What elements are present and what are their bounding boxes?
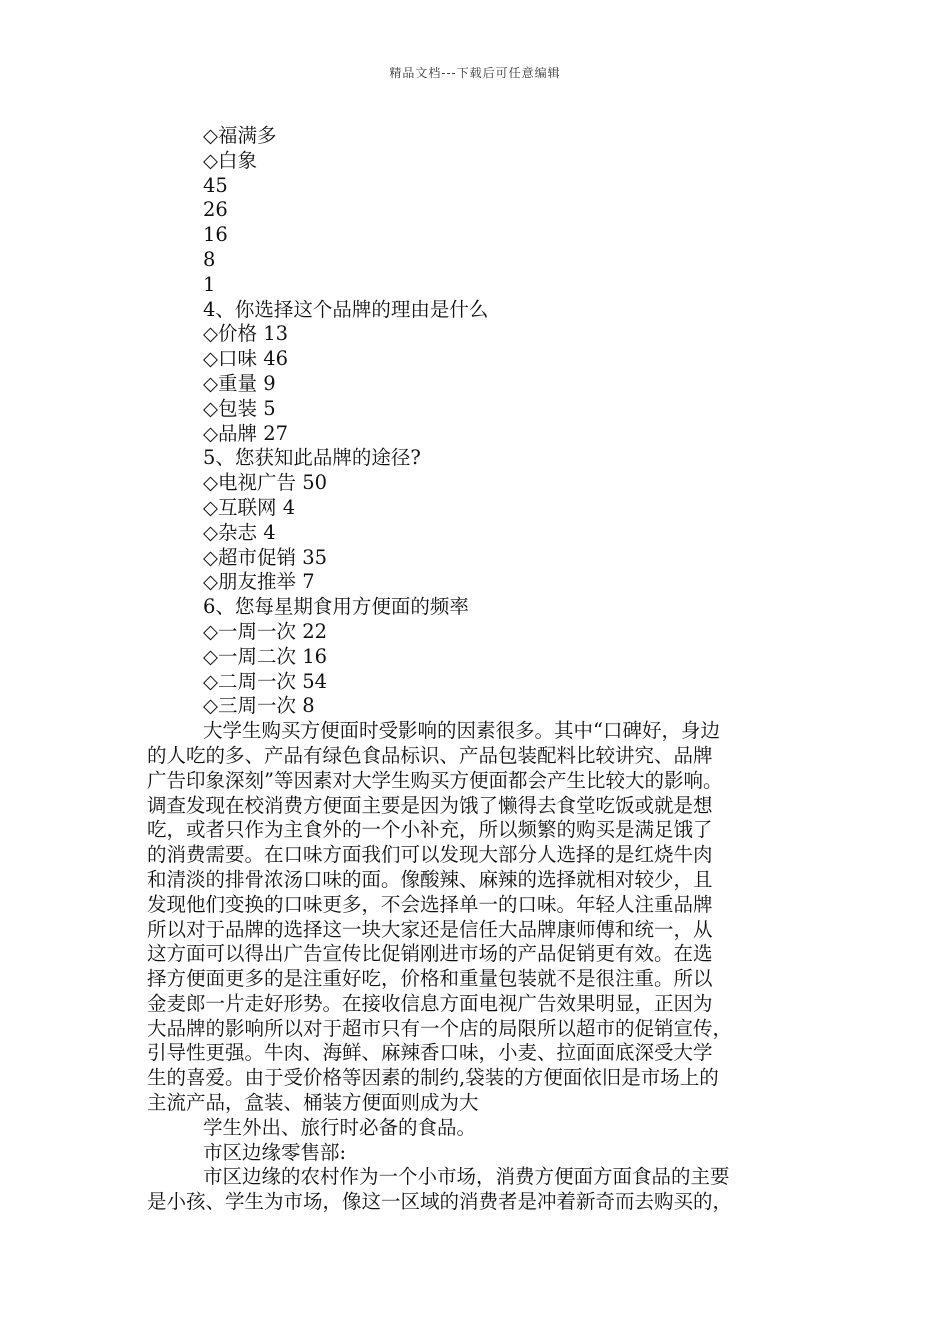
- paragraph-line: 大品牌的影响所以对于超市只有一个店的局限所以超市的促销宣传，: [147, 1016, 733, 1040]
- list-line: ◇二周一次 54: [203, 669, 328, 693]
- section-heading: 市区边缘零售部:: [203, 1140, 347, 1164]
- paragraph-line: 这方面可以得出广告宣传比促销刚进市场的产品促销更有效。在选: [147, 942, 713, 966]
- list-line: ◇杂志 4: [203, 520, 276, 544]
- list-line: ◇互联网 4: [203, 495, 296, 519]
- list-line: ◇包装 5: [203, 396, 276, 420]
- paragraph-line: 发现他们变换的口味更多，不会选择单一的口味。年轻人注重品牌: [147, 892, 713, 916]
- list-line: ◇电视广告 50: [203, 471, 328, 495]
- survey-list: [147, 124, 827, 719]
- list-line: ◇三周一次 8: [203, 694, 315, 718]
- list-line: ◇一周一次 22: [203, 619, 328, 643]
- paragraph-line: 吃，或者只作为主食外的一个小补充，所以频繁的购买是满足饿了: [147, 818, 713, 842]
- list-line: 16: [203, 223, 228, 247]
- paragraph-line: 所以对于品牌的选择这一块大家还是信任大品牌康师傅和统一，从: [147, 917, 713, 941]
- paragraph-line: 是小孩、学生为市场，像这一区域的消费者是冲着新奇而去购买的，: [147, 1190, 733, 1214]
- paragraph-line: 广告印象深刻”等因素对大学生购买方便面都会产生比较大的影响。: [147, 768, 723, 792]
- continuation-line: 学生外出、旅行时必备的食品。: [203, 1115, 477, 1139]
- list-line: ◇朋友推举 7: [203, 570, 315, 594]
- list-line: ◇白象: [203, 148, 257, 172]
- list-line: ◇品牌 27: [203, 421, 289, 445]
- paragraph-line: 的人吃的多、产品有绿色食品标识、产品包装配料比较讲究、品牌: [147, 743, 713, 767]
- page-header: 精品文档---下载后可任意编辑: [389, 66, 561, 80]
- paragraph-line: 择方便面更多的是注重好吃，价格和重量包装就不是很注重。所以: [147, 967, 713, 991]
- list-line: ◇福满多: [203, 124, 277, 147]
- list-line: ◇价格 13: [203, 322, 289, 346]
- paragraph-line: 和清淡的排骨浓汤口味的面。像酸辣、麻辣的选择就相对较少，且: [147, 867, 713, 891]
- question-heading: 5、您获知此品牌的途径?: [203, 446, 421, 470]
- paragraph-line: 引导性更强。牛肉、海鲜、麻辣香口味，小麦、拉面面底深受大学: [147, 1041, 713, 1065]
- list-line: 45: [203, 173, 228, 197]
- paragraph-line: 生的喜爱。由于受价格等因素的制约,袋装的方便面依旧是市场上的: [147, 1066, 719, 1090]
- list-line: ◇口味 46: [203, 347, 289, 371]
- paragraph-line: 金麦郎一片走好形势。在接收信息方面电视广告效果明显，正因为: [147, 991, 713, 1015]
- list-line: ◇重量 9: [203, 371, 276, 395]
- paragraph-line: 调查发现在校消费方便面主要是因为饿了懒得去食堂吃饭或就是想: [147, 793, 713, 817]
- list-line: 26: [203, 198, 228, 222]
- document-body: [147, 124, 827, 1215]
- question-heading: 4、你选择这个品牌的理由是什么: [203, 297, 489, 321]
- list-line: ◇超市促销 35: [203, 545, 328, 569]
- list-line: 1: [203, 272, 216, 296]
- question-heading: 6、您每星期食用方便面的频率: [203, 595, 469, 619]
- paragraph-line: 主流产品，盒装、桶装方便面则成为大: [147, 1091, 479, 1115]
- analysis-paragraph: [147, 719, 827, 1116]
- paragraph-line: 大学生购买方便面时受影响的因素很多。其中“口碑好，身边: [203, 719, 720, 743]
- retail-paragraph: [147, 1165, 827, 1215]
- list-line: ◇一周二次 16: [203, 644, 328, 668]
- paragraph-line: 市区边缘的农村作为一个小市场，消费方便面方面食品的主要: [203, 1165, 730, 1189]
- list-line: 8: [203, 247, 216, 271]
- paragraph-line: 的消费需要。在口味方面我们可以发现大部分人选择的是红烧牛肉: [147, 843, 713, 867]
